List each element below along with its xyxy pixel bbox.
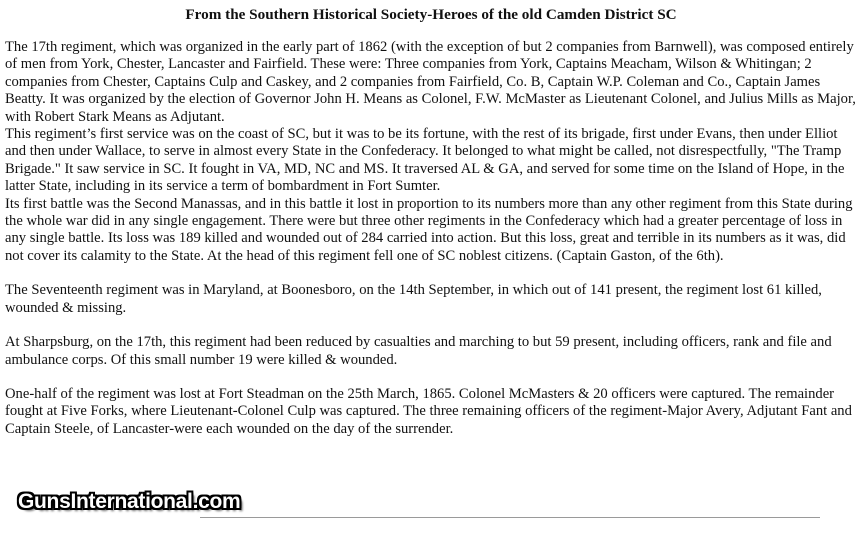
paragraph-boonesboro: The Seventeenth regiment was in Maryland, at Boonesboro, on the 14th September, in which out of 141 present, the regiment lost 61 killed, wounded & missing. bbox=[5, 282, 822, 316]
document-title: From the Southern Historical Society-Heroes of the old Camden District SC bbox=[185, 6, 677, 23]
paragraph-organization: The 17th regiment, which was organized in the early part of 1862 (with the exception of but 2 companies from Barnwell), was composed entirely of men from York, Chester, Lancaster and Fairfield. These were: Three companies from York, Captains Meacham, Wilson & Whitingan; 2 companies from Chester, Captains Culp and Caskey, and 2 companies from Fairfield, Co. B, Captain W.P. Coleman and Co., Captain James Beatty. It was organized by the election of Governor John H. Means as Colonel, F.W. McMaster as Lieutenant Colonel, and Julius Mills as Major, with Robert Stark Means as Adjutant. bbox=[5, 39, 856, 125]
document-body bbox=[5, 6, 857, 438]
footer-divider bbox=[200, 517, 820, 518]
paragraph-first-battle: Its first battle was the Second Manassas, and in this battle it lost in proportion to its numbers more than any other regiment from this State during the whole war did in any single engagement. There were but three other regiments in the Confederacy which had a greater percentage of loss in any single battle. Its loss was 189 killed and wounded out of 284 carried into action. But this loss, great and terrible in its numbers as it was, did not cover its calamity to the State. At the head of this regiment fell one of SC noblest citizens. (Captain Gaston, of the 6th). bbox=[5, 195, 853, 264]
paragraph-sharpsburg: At Sharpsburg, on the 17th, this regiment had been reduced by casualties and marching to but 59 present, including officers, rank and file and ambulance corps. Of this small number 19 were killed & wounded. bbox=[5, 334, 832, 368]
paragraph-fort-steadman: One-half of the regiment was lost at Fort Steadman on the 25th March, 1865. Colonel McMasters & 20 officers were captured. The remainder fought at Five Forks, where Lieutenant-Colonel Culp was captured. The three remaining officers of the regiment-Major Avery, Adjutant Fant and Captain Steele, of Lancaster-were each wounded on the day of the surrender. bbox=[5, 385, 852, 437]
watermark-logo: GunsInternational.com bbox=[18, 490, 241, 513]
paragraph-first-service: This regiment’s first service was on the coast of SC, but it was to be its fortune, with the rest of its brigade, first under Evans, then under Elliot and then under Wallace, to serve in almost every State in the Confederacy. It belonged to what might be called, not disrespectfully, "The Tramp Brigade." It saw service in SC. It fought in VA, MD, NC and MS. It traversed AL & GA, and served for some time on the Island of Hope, in the latter State, including in its service a term of bombardment in Fort Sumter. bbox=[5, 126, 845, 195]
